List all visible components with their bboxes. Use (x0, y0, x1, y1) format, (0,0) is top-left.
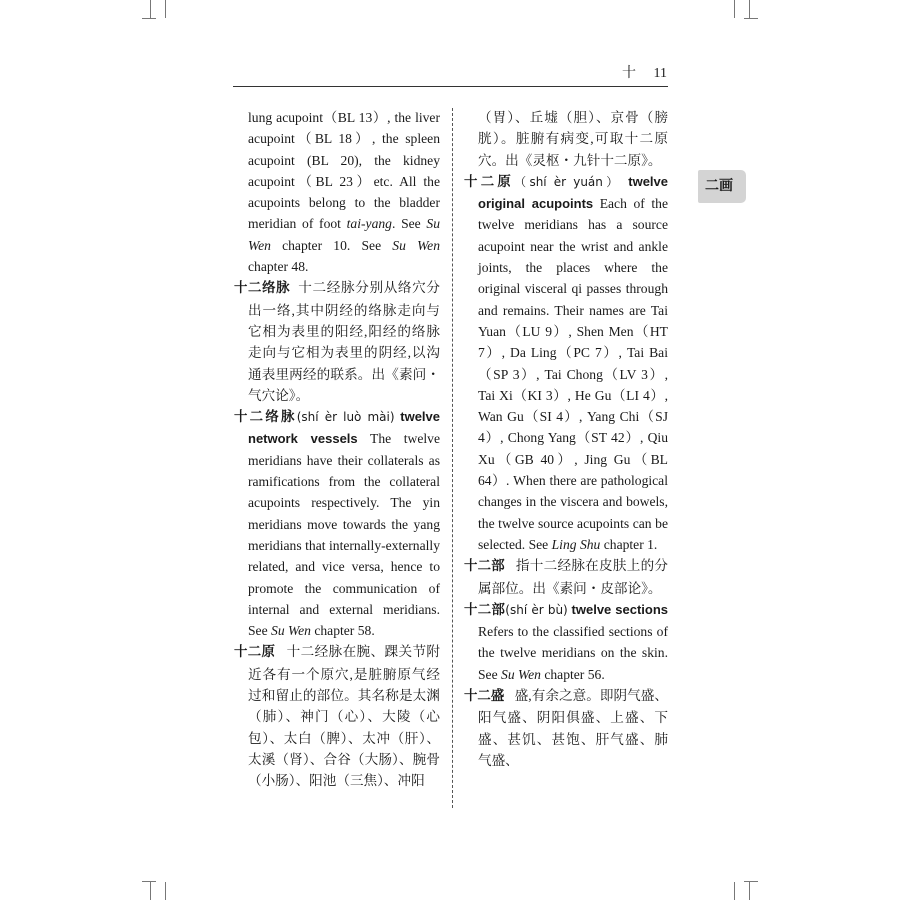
book-title: Su Wen (271, 623, 311, 639)
entry-pinyin: (shí èr bù) (505, 602, 568, 617)
entry-pinyin: (shí èr luò mài) (296, 410, 395, 425)
dictionary-entry-english (234, 406, 440, 641)
crop-mark (749, 0, 750, 18)
crop-mark (142, 18, 156, 19)
dictionary-entry-chinese (234, 641, 440, 791)
crop-mark (165, 882, 166, 900)
entry-headword: 十二部 (464, 559, 505, 575)
entry-text: chapter 10. See (270, 237, 393, 253)
dictionary-entry-chinese (464, 685, 668, 771)
header-rule (233, 86, 668, 87)
book-title: Su Wen (248, 216, 440, 253)
entry-english-term: twelve network vessels (248, 409, 440, 447)
entry-text: . See (391, 216, 427, 232)
entry-headword: 十二络脉 (234, 281, 291, 297)
term-italic: tai-yang (346, 216, 392, 232)
running-head (622, 62, 667, 82)
entry-english-term: twelve sections (571, 601, 668, 617)
entry-english-term: twelve original acupoints (478, 173, 668, 212)
crop-mark (142, 881, 156, 882)
entry-continuation: （胃）、丘墟（胆）、京骨（膀胱）。脏腑有病变,可取十二原穴。出《灵枢・九针十二原》。 (478, 110, 668, 168)
entry-continuation (234, 107, 440, 277)
crop-mark (749, 882, 750, 900)
entry-text: lung acupoint（BL 13）, the liver acupoint（BL 18）, the spleen acupoint (BL 20), the kidney acupoint（BL 23）etc. All the acupoints belong to the bladder meridian of foot (248, 110, 440, 232)
entry-text: chapter 48. (248, 259, 309, 275)
entry-pinyin: （shí èr yuán） (514, 174, 622, 189)
crop-mark (150, 882, 151, 900)
entry-headword: 十二盛 (464, 689, 505, 705)
crop-mark (734, 882, 735, 900)
dictionary-entry-chinese (234, 277, 440, 406)
entry-text: 十二经脉分别从络穴分出一络,其中阴经的络脉走向与它相为表里的阳经,阳经的络脉走向与它相为表里的阴经,以沟通表里两经的联系。出《素问・气穴论》。 (248, 280, 441, 403)
entry-headword: 十二原 (464, 174, 515, 190)
section-character: 十 (622, 66, 636, 81)
book-title: Su Wen (501, 666, 541, 682)
page-number: 11 (653, 66, 667, 81)
entry-headword: 十二部 (464, 602, 506, 618)
entry-text: Refers to the classified sections of the twelve meridians on the skin. See (478, 624, 668, 682)
entry-text: 盛,有余之意。即阴气盛、阳气盛、阴阳俱盛、上盛、下盛、甚饥、甚饱、肝气盛、肺气盛、 (478, 688, 668, 768)
entry-text: 指十二经脉在皮肤上的分属部位。出《素问・皮部论》。 (478, 558, 669, 596)
entry-text: Each of the twelve meridians has a source acupoint near the wrist and ankle joints, the places where the original visceral qi passes through and remains. Their names are Tai Yuan（LU 9）, Shen Men（HT 7）, Da Ling（PC 7）, Tai Bai（SP 3）, Tai Chong（LV 3）, Tai Xi（KI 3）, He Gu（LI 4）, Wan Gu（SI 4）, Yang Chi（SJ 4）, Chong Yang（ST 42）, Qiu Xu（GB 40）, Jing Gu（BL 64）. When there are pathological changes in the viscera and bowels, the twelve source acupoints can be selected. See (478, 196, 668, 552)
entry-text: The twelve meridians have their collaterals as ramifications from the collateral acupoints respectively. The yin meridians move towards the yang meridians that internally-externally related, and vice versa, hence to promote the communication of internal and external meridians. See (248, 431, 440, 639)
right-column (464, 107, 668, 771)
dictionary-entry-english (464, 599, 668, 685)
book-title: Su Wen (392, 237, 440, 253)
crop-mark (744, 18, 758, 19)
entry-text: chapter 1. (600, 536, 658, 552)
crop-mark (165, 0, 166, 18)
book-title: Ling Shu (551, 536, 601, 552)
section-thumb-tab[interactable]: 二画 (698, 170, 746, 203)
entry-text: 十二经脉在腕、踝关节附近各有一个原穴,是脏腑原气经过和留止的部位。其名称是太渊（肺）、神门（心）、大陵（心包）、太白（脾）、太冲（肝）、太溪（肾）、合谷（大肠）、腕骨（小肠）、阳池（三焦）、冲阳 (248, 644, 441, 789)
left-column (234, 107, 440, 792)
dictionary-entry-chinese (464, 555, 668, 599)
entry-headword: 十二络脉 (234, 410, 297, 426)
crop-mark (734, 0, 735, 18)
entry-text: chapter 58. (310, 623, 375, 639)
dictionary-entry-english (464, 171, 668, 555)
crop-mark (744, 881, 758, 882)
column-divider (452, 108, 453, 808)
entry-headword: 十二原 (234, 645, 276, 661)
crop-mark (150, 0, 151, 18)
entry-text: chapter 56. (540, 666, 605, 682)
